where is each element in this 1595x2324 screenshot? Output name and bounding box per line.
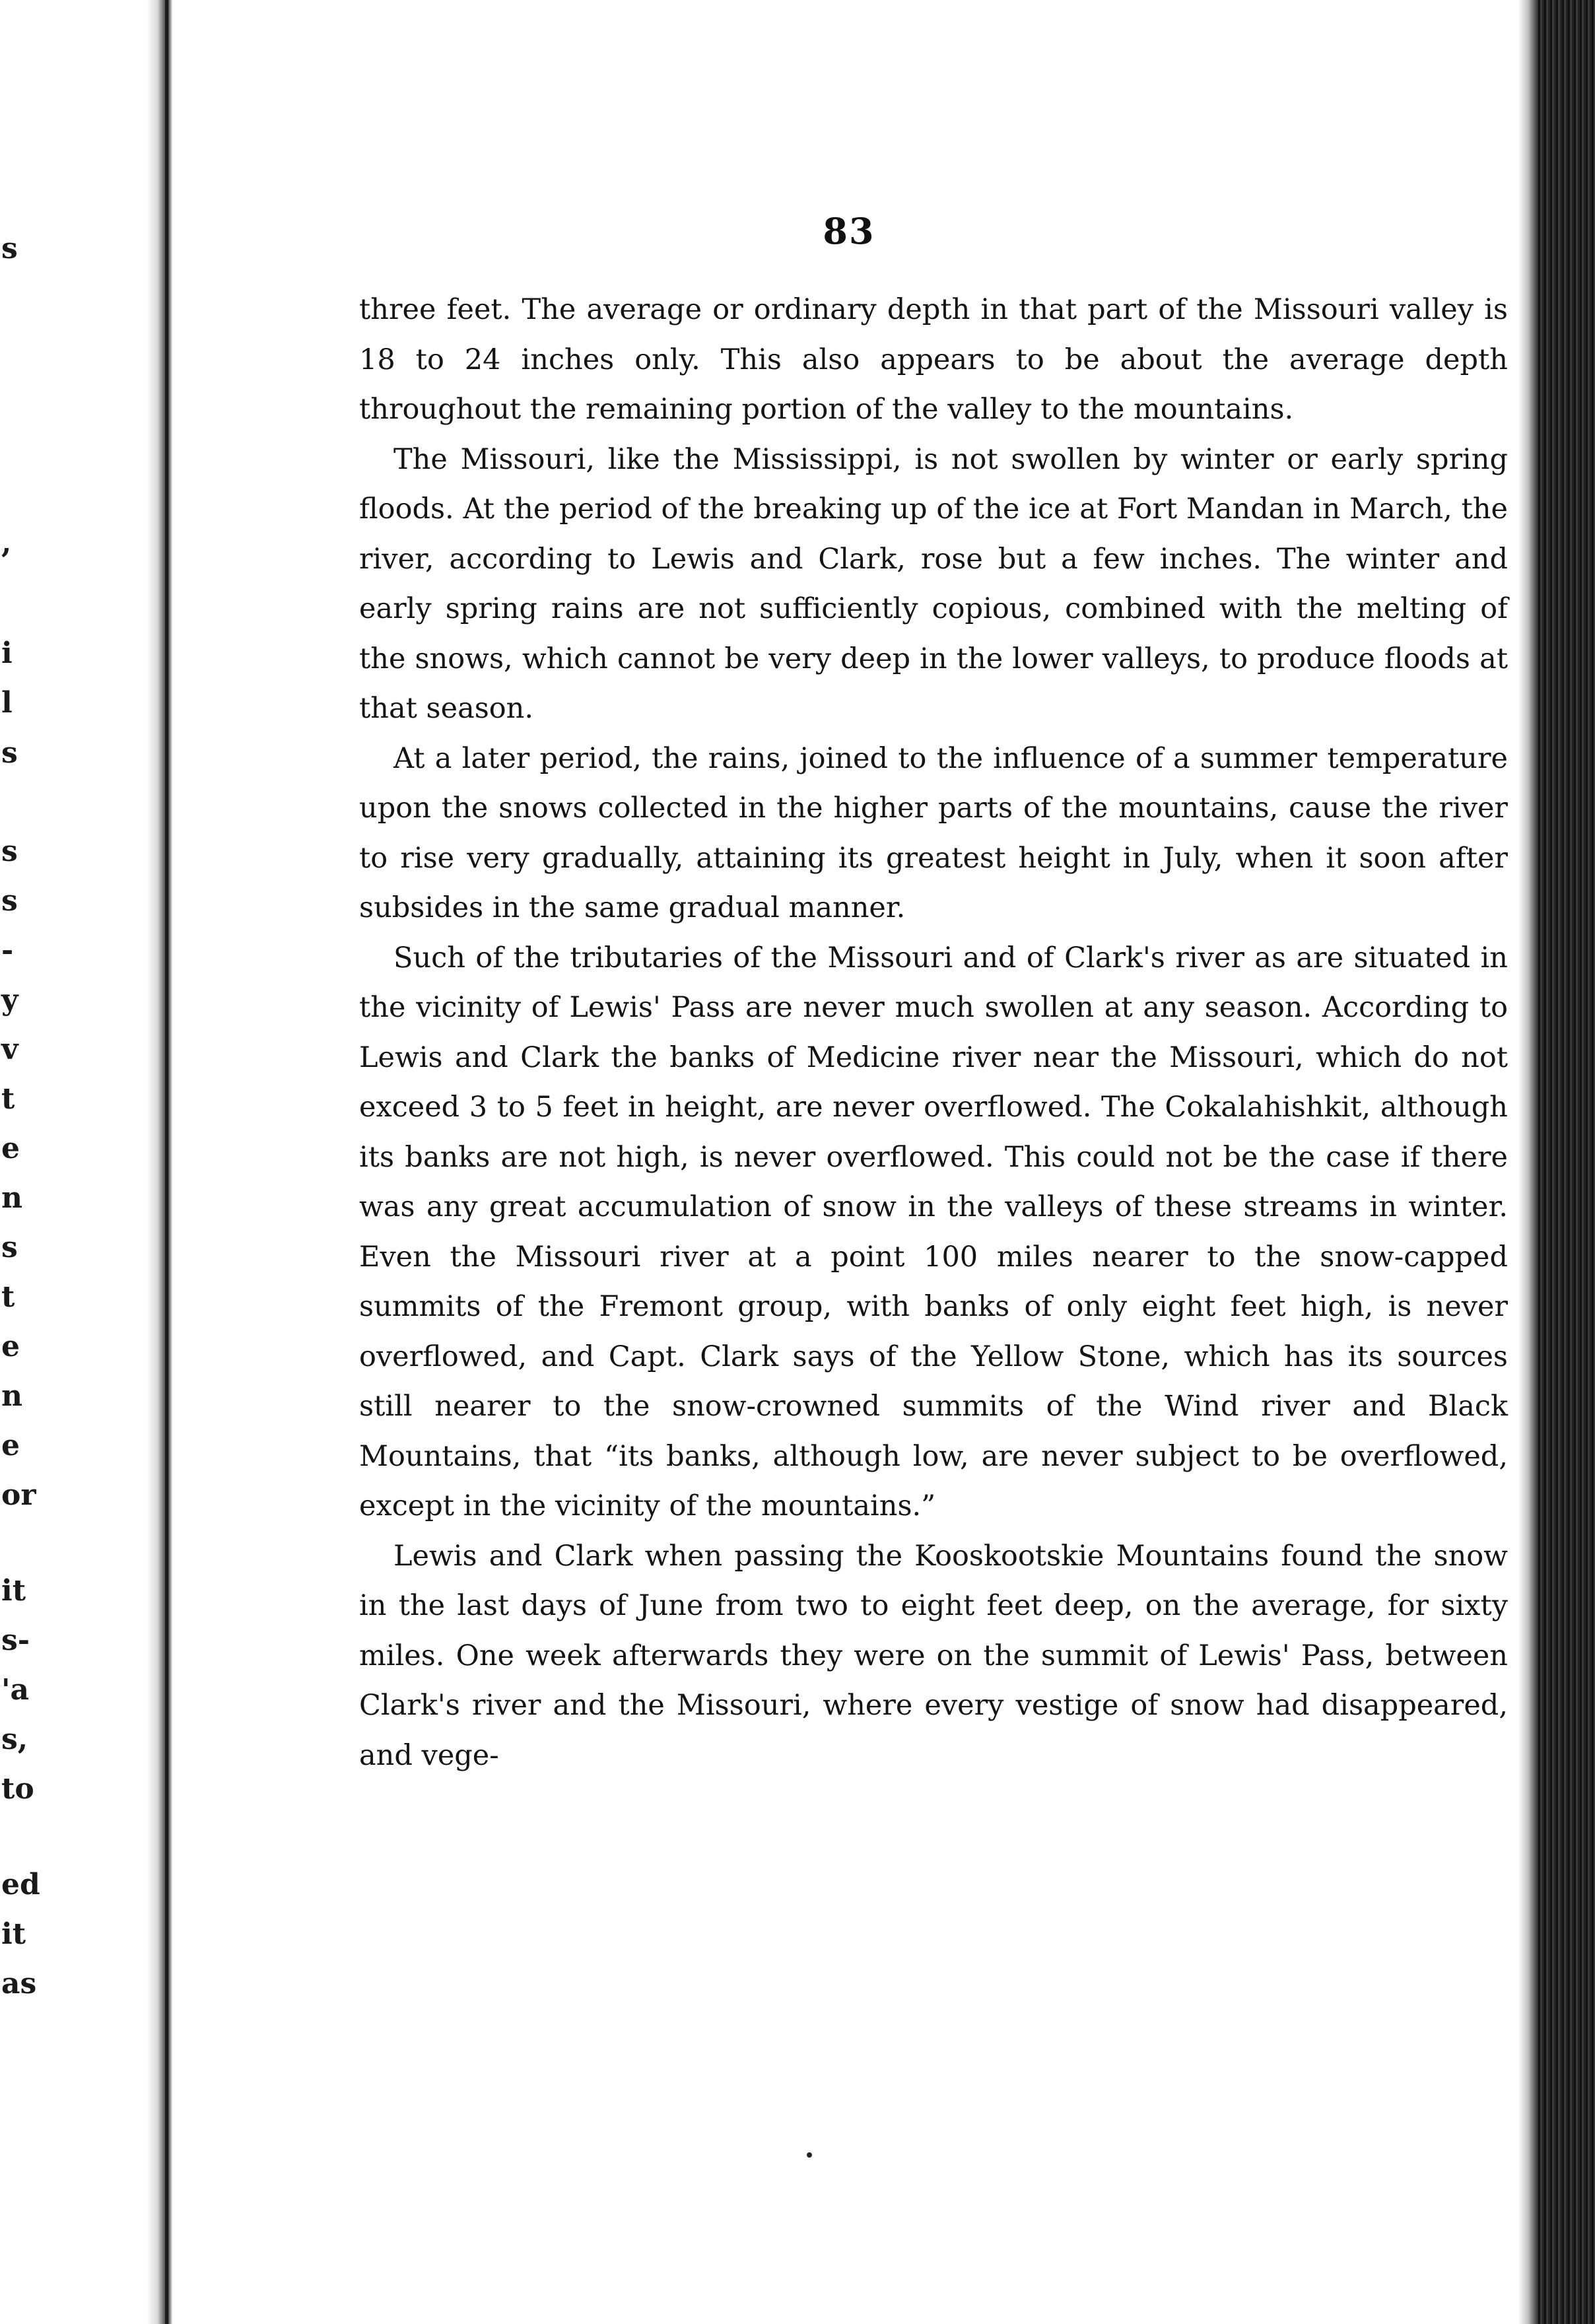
- left-page-fragment: s: [1, 884, 18, 918]
- left-page-fragment: i: [1, 636, 13, 670]
- page-gutter: [168, 0, 172, 2324]
- left-page-fragment: it: [1, 1917, 26, 1951]
- left-page-fragment: e: [1, 1429, 20, 1462]
- page-number-text: 83: [823, 210, 875, 252]
- left-page-fragment: e: [1, 1132, 20, 1165]
- page-number: [173, 210, 1518, 252]
- book-page: [173, 0, 1518, 2324]
- left-page-fragment: ,: [1, 526, 12, 560]
- left-page-fragment: as: [1, 1967, 37, 2000]
- left-facing-page: [0, 0, 168, 2324]
- ink-speck: [807, 2152, 812, 2158]
- left-page-fragment: to: [1, 1772, 34, 1806]
- left-page-fragment: s,: [1, 1723, 28, 1756]
- left-page-fragment: n: [1, 1379, 22, 1413]
- left-page-fragment: s: [1, 835, 18, 868]
- left-page-fragment: n: [1, 1181, 22, 1215]
- left-page-fragment: -: [1, 934, 14, 967]
- left-page-fragment: y: [1, 983, 18, 1017]
- spine-shadow: [147, 0, 165, 2324]
- left-page-fragment: ed: [1, 1868, 40, 1901]
- paragraph-1: three feet. The average or ordinary depth in that part of the Missouri valley is 18 to 24 inches only. This also appears to be about the average depth throughout the remaining portion of the valley to the mountains.: [359, 293, 1508, 426]
- left-page-fragment: s: [1, 736, 18, 770]
- paragraph-3: At a later period, the rains, joined to the influence of a summer temperature upon the snows collected in the higher parts of the mountains, cause the river to rise very gradually, attaining its greatest height in July, when it soon after subsides in the same gradual manner.: [359, 741, 1508, 924]
- left-page-fragment: l: [1, 686, 13, 720]
- left-page-fragment: t: [1, 1082, 15, 1116]
- paragraph-4: Such of the tributaries of the Missouri and of Clark's river as are situated in the vicinity of Lewis' Pass are never much swollen at any season. According to Lewis and Clark the banks of Medicine river near the Missouri, which do not exceed 3 to 5 feet in height, are never overflowed. The Cokalahishkit, although its banks are not high, is never overflowed. This could not be the case if there was any great accumulation of snow in the valleys of these streams in winter. Even the Missouri river at a point 100 miles nearer to the snow-capped summits of the Fremont group, with banks of only eight feet high, is never overflowed, and Capt. Clark says of the Yellow Stone, which has its sources still nearer to the snow-crowned summits of the Wind river and Black Mountains, that “its banks, although low, are never subject to be overflowed, except in the vicinity of the mountains.”: [359, 941, 1508, 1522]
- left-page-fragment: or: [1, 1478, 36, 1512]
- body-text: [359, 285, 1508, 1781]
- left-page-fragment: e: [1, 1330, 20, 1363]
- page-edge-shadow: [1518, 0, 1538, 2324]
- paragraph-2: The Missouri, like the Mississippi, is not swollen by winter or early spring floods. At the period of the breaking up of the ice at Fort Mandan in March, the river, according to Lewis and Clark, rose but a few inches. The winter and early spring rains are not sufficiently copious, combined with the melting of the snows, which cannot be very deep in the lower valleys, to produce floods at that season.: [359, 442, 1508, 725]
- paragraph-5: Lewis and Clark when passing the Kooskootskie Mountains found the snow in the last days of June from two to eight feet deep, on the average, for sixty miles. One week afterwards they were on the summit of Lewis' Pass, between Clark's river and the Missouri, where every vestige of snow had disappeared, and vege-: [359, 1539, 1508, 1772]
- left-page-fragment: s-: [1, 1623, 30, 1657]
- book-edge: [1538, 0, 1595, 2324]
- left-page-fragment: s: [1, 1231, 18, 1264]
- left-page-fragment: v: [1, 1033, 18, 1066]
- left-page-fragment: 'a: [1, 1673, 29, 1707]
- left-page-fragment: it: [1, 1574, 26, 1608]
- left-page-fragment: t: [1, 1280, 15, 1314]
- left-page-fragment: s: [1, 232, 18, 265]
